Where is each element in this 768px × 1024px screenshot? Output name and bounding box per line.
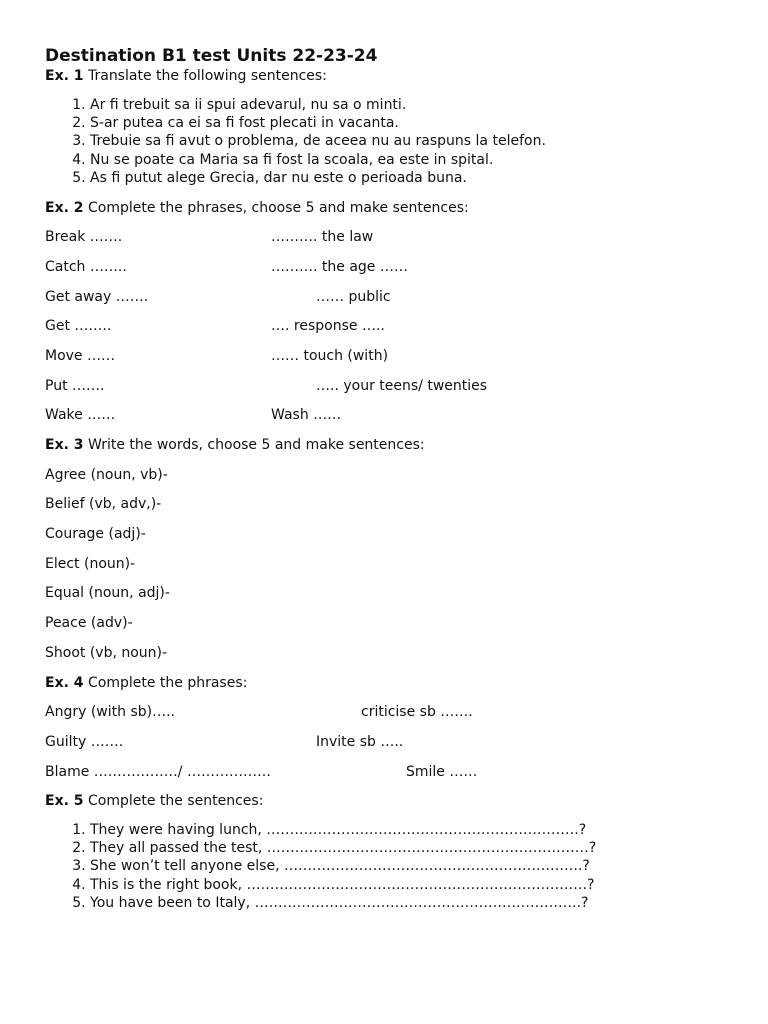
ex1-heading xyxy=(45,67,327,85)
ex3-word-item: Agree (noun, vb)- xyxy=(45,467,168,483)
ex1-label: Ex. 1 xyxy=(45,68,84,84)
ex4-phrase-left: Blame ………………/ ……………… xyxy=(45,764,271,780)
ex3-word-item: Equal (noun, adj)- xyxy=(45,585,170,601)
list-item: 5. You have been to Italy, …………………………………………………………….? xyxy=(90,894,596,912)
list-item: 3. Trebuie sa fi avut o problema, de aceea nu au raspuns la telefon. xyxy=(90,132,546,150)
ex2-phrase-left: Get …….. xyxy=(45,318,112,334)
ex1-sentence-list xyxy=(45,96,546,187)
ex2-phrase-right: …… touch (with) xyxy=(271,348,389,364)
list-item: 1. Ar fi trebuit sa ii spui adevarul, nu sa o minti. xyxy=(90,96,546,114)
ex4-phrase-left: Guilty ……. xyxy=(45,734,124,750)
ex5-sentence-list xyxy=(45,821,596,912)
ex4-phrase-right: Invite sb ….. xyxy=(316,734,404,750)
ex2-phrase-right: …… public xyxy=(316,289,391,305)
ex2-label: Ex. 2 xyxy=(45,200,84,216)
ex4-instruction: Complete the phrases: xyxy=(87,675,248,691)
ex2-instruction: Complete the phrases, choose 5 and make sentences: xyxy=(87,200,469,216)
list-item: 1. They were having lunch, ………………………………………………………….? xyxy=(90,821,596,839)
ex2-phrase-left: Catch …….. xyxy=(45,259,127,275)
ex4-phrase-right: criticise sb ……. xyxy=(361,704,473,720)
ex4-phrase-right: Smile …… xyxy=(406,764,478,780)
ex2-phrase-left: Wake …… xyxy=(45,407,116,423)
ex5-label: Ex. 5 xyxy=(45,793,84,809)
list-item: 2. They all passed the test, ……………………………………………………………? xyxy=(90,839,596,857)
ex2-phrase-right: ….. your teens/ twenties xyxy=(316,378,488,394)
ex3-word-item: Peace (adv)- xyxy=(45,615,133,631)
ex3-label: Ex. 3 xyxy=(45,437,84,453)
ex2-phrase-left: Move …… xyxy=(45,348,115,364)
ex4-heading xyxy=(45,674,247,692)
ex2-phrase-left: Break ……. xyxy=(45,229,123,245)
ex2-phrase-right: ………. the age …… xyxy=(271,259,408,275)
ex3-heading xyxy=(45,436,425,454)
ex3-instruction: Write the words, choose 5 and make sentences: xyxy=(87,437,425,453)
ex5-instruction: Complete the sentences: xyxy=(87,793,264,809)
ex2-phrase-right: …. response ….. xyxy=(271,318,385,334)
ex3-word-item: Belief (vb, adv,)- xyxy=(45,496,162,512)
ex3-word-item: Shoot (vb, noun)- xyxy=(45,645,168,661)
ex2-phrase-right: ………. the law xyxy=(271,229,374,245)
ex3-word-item: Courage (adj)- xyxy=(45,526,146,542)
list-item: 4. This is the right book, ……………………………………………………………….? xyxy=(90,876,596,894)
ex5-heading xyxy=(45,792,263,810)
ex1-instruction: Translate the following sentences: xyxy=(87,68,327,84)
ex2-phrase-left: Get away ……. xyxy=(45,289,149,305)
list-item: 2. S-ar putea ca ei sa fi fost plecati in vacanta. xyxy=(90,114,546,132)
ex4-label: Ex. 4 xyxy=(45,675,84,691)
ex2-phrase-left: Put ……. xyxy=(45,378,105,394)
ex2-phrase-right: Wash …… xyxy=(271,407,342,423)
list-item: 5. As fi putut alege Grecia, dar nu este o perioada buna. xyxy=(90,169,546,187)
list-item: 3. She won’t tell anyone else, ……………………………………………………….? xyxy=(90,857,596,875)
page-title: Destination B1 test Units 22-23-24 xyxy=(45,46,378,66)
list-item: 4. Nu se poate ca Maria sa fi fost la scoala, ea este in spital. xyxy=(90,151,546,169)
ex4-phrase-left: Angry (with sb)….. xyxy=(45,704,175,720)
ex3-word-item: Elect (noun)- xyxy=(45,556,136,572)
ex2-heading xyxy=(45,199,469,217)
